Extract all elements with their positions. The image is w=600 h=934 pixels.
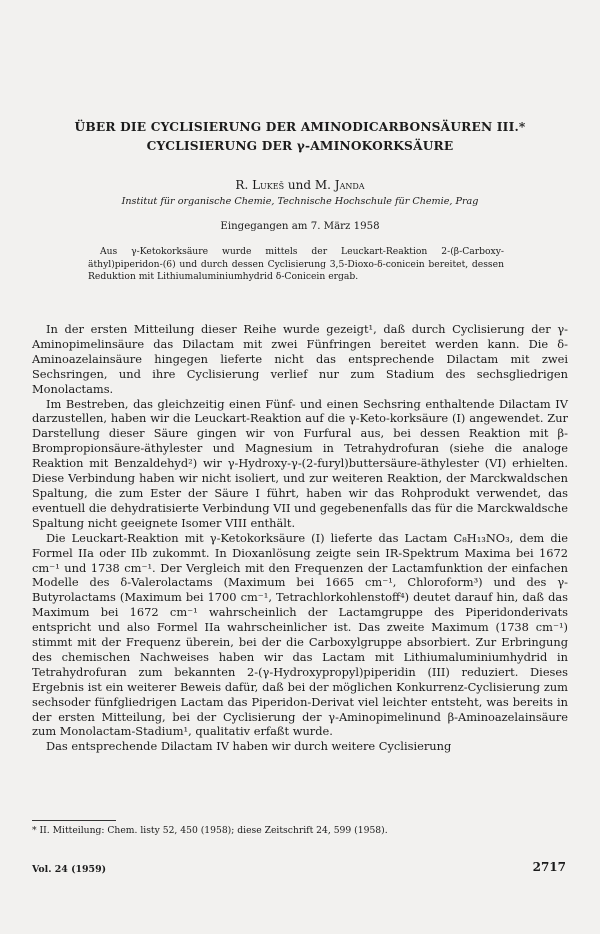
author-conjunction: und (287, 178, 312, 192)
body-paragraph: In der ersten Mitteilung dieser Reihe wurde gezeigt¹, daß durch Cyclisierung der γ-Aminopimelinsäure das Dilactam mit zwei Fünfringen bereitet werden kann. Die δ-Aminoazelainsäure hingegen lieferte nicht das entsprechende Dilactam mit zwei Sechsringen, und ihre Cyclisierung verlief nur zum Stadium des sechsgliedrigen Monolactams. (32, 322, 568, 396)
article-title (30, 118, 570, 156)
author-1: R. Lukeš (235, 178, 285, 192)
footnote-divider (32, 820, 116, 821)
title-line-2: CYCLISIERUNG DER γ-AMINOKORKSÄURE (146, 139, 454, 153)
body-text (32, 322, 568, 754)
page-number: 2717 (532, 860, 566, 874)
title-line-1: ÜBER DIE CYCLISIERUNG DER AMINODICARBONSÄUREN III.* (74, 120, 526, 134)
body-paragraph: Das entsprechende Dilactam IV haben wir durch weitere Cyclisierung (46, 739, 452, 754)
received-date: Eingegangen am 7. März 1958 (220, 221, 380, 232)
author-line (0, 178, 600, 192)
abstract: Aus γ-Ketokorksäure wurde mittels der Leuckart-Reaktion 2-(β-Carboxy-äthyl)piperidon-(6) und durch dessen Cyclisierung 3,5-Dioxo-δ-conicein bereitet, dessen Reduktion mit Lithiumaluminiumhydrid δ-Conicein ergab. (88, 246, 504, 283)
institute-affiliation: Institut für organische Chemie, Technische Hochschule für Chemie, Prag (121, 196, 479, 207)
author-2: M. Janda (314, 178, 365, 192)
body-paragraph: Im Bestreben, das gleichzeitig einen Fünf- und einen Sechsring enthaltende Dilactam IV darzustellen, haben wir die Leuckart-Reaktion auf die γ-Keto-korksäure (I) angewendet. Zur Darstellung dieser Säure gingen wir von Furfural aus, bei dessen Reaktion mit β-Brompropionsäure-äthylester und Magnesium in Tetrahydrofuran (siehe die analoge Reaktion mit Benzaldehyd²) wir γ-Hydroxy-γ-(2-furyl)buttersäure-äthylester (VI) erhielten. Diese Verbindung haben wir nicht isoliert, und zur weiteren Reaktion, der Marckwaldschen Spaltung, die zum Ester der Säure I führt, haben wir das Rohprodukt verwendet, das eventuell die dehydratisierte Verbindung VII und gegebenenfalls das für die Marckwaldsche Spaltung nicht geeignete Isomer VIII enthält. (32, 396, 568, 530)
footnote: * II. Mitteilung: Chem. listy 52, 450 (1958); diese Zeitschrift 24, 599 (1958). (32, 825, 388, 836)
body-paragraph: Die Leuckart-Reaktion mit γ-Ketokorksäure (I) lieferte das Lactam C₈H₁₃NO₃, dem die Formel IIa oder IIb zukommt. In Dioxanlösung zeigte sein IR-Spektrum Maxima bei 1672 cm⁻¹ und 1738 cm⁻¹. Der Vergleich mit den Frequenzen der Lactamfunktion der einfachen Modelle des δ-Valerolactams (Maximum bei 1665 cm⁻¹, Chloroform³) und des γ-Butyrolactams (Maximum bei 1700 cm⁻¹, Tetrachlorkohlenstoff⁴) deutet darauf hin, daß das Maximum bei 1672 cm⁻¹ wahrscheinlich der Lactamgruppe des Piperidonderivats entspricht und also Formel IIa wahrscheinlicher ist. Das zweite Maximum (1738 cm⁻¹) stimmt mit der Frequenz überein, bei der die Carboxylgruppe absorbiert. Zur Erbringung des chemischen Nachweises haben wir das Lactam mit Lithiumaluminiumhydrid in Tetrahydrofuran zum bekannten 2-(γ-Hydroxypropyl)piperidin (III) reduziert. Dieses Ergebnis ist ein weiterer Beweis dafür, daß bei der möglichen Konkurrenz-Cyclisierung zum sechsoder fünfgliedrigen Lactam das Piperidon-Derivat viel leichter entsteht, was bereits in der ersten Mitteilung, bei der Cyclisierung der γ-Aminopimelinund β-Aminoazelainsäure zum Monolactam-Stadium¹, qualitativ erfaßt wurde. (32, 530, 568, 739)
volume-footer: Vol. 24 (1959) (32, 864, 107, 875)
